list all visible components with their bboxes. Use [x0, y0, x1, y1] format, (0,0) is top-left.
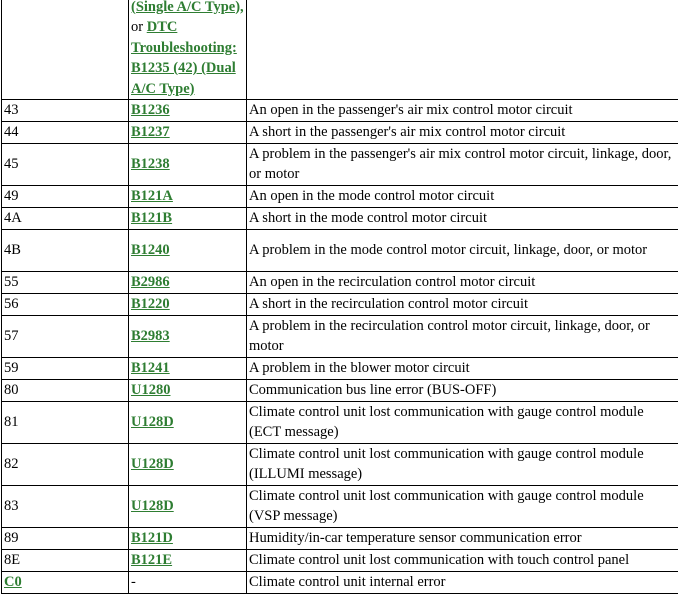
- dtc-cell: [129, 402, 247, 444]
- code-cell: 4A: [2, 208, 129, 230]
- description-cell: An open in the passenger's air mix control motor circuit: [247, 100, 678, 122]
- dtc-link[interactable]: U1280: [131, 381, 171, 398]
- dtc-link[interactable]: B1240: [131, 241, 170, 258]
- description-cell: A short in the passenger's air mix control motor circuit: [247, 122, 678, 144]
- code-cell: 56: [2, 294, 129, 316]
- description-cell: A problem in the passenger's air mix control motor circuit, linkage, door, or motor: [247, 144, 678, 186]
- code-cell: 81: [2, 402, 129, 444]
- dtc-link[interactable]: B1241: [131, 359, 170, 376]
- code-cell: [2, 572, 129, 594]
- table-row: [2, 122, 678, 144]
- description-cell: A problem in the mode control motor circuit, linkage, door, or motor: [247, 230, 678, 272]
- table-row: [2, 572, 678, 594]
- description-cell: Climate control unit lost communication with gauge control module (ECT message): [247, 402, 678, 444]
- header-code-cell: [2, 0, 129, 100]
- single-ac-type-link[interactable]: (Single A/C Type),: [131, 0, 244, 15]
- dtc-table: [1, 0, 678, 594]
- code-cell: 89: [2, 528, 129, 550]
- table-row: [2, 100, 678, 122]
- dual-ac-troubleshooting-link[interactable]: DTC Troubleshooting: B1235 (42) (Dual A/C Type): [131, 19, 237, 97]
- dtc-cell: [129, 294, 247, 316]
- code-cell: 8E: [2, 550, 129, 572]
- table-header-row: [2, 0, 678, 100]
- header-dtc-cell: [129, 0, 247, 100]
- table-row: [2, 144, 678, 186]
- dtc-cell: [129, 486, 247, 528]
- dtc-link[interactable]: U128D: [131, 497, 174, 514]
- table-row: [2, 294, 678, 316]
- dtc-cell: [129, 208, 247, 230]
- dtc-link[interactable]: U128D: [131, 413, 174, 430]
- description-cell: Climate control unit lost communication with gauge control module (VSP message): [247, 486, 678, 528]
- dtc-cell: [129, 122, 247, 144]
- table-row: [2, 528, 678, 550]
- table-row: [2, 358, 678, 380]
- description-cell: A short in the recirculation control motor circuit: [247, 294, 678, 316]
- code-cell: 44: [2, 122, 129, 144]
- dtc-cell: [129, 272, 247, 294]
- dtc-link[interactable]: B121D: [131, 529, 173, 546]
- dtc-link[interactable]: B2986: [131, 273, 170, 290]
- table-row: [2, 272, 678, 294]
- dtc-cell: [129, 316, 247, 358]
- code-cell: 82: [2, 444, 129, 486]
- dtc-cell: [129, 444, 247, 486]
- dtc-link[interactable]: B2983: [131, 327, 170, 344]
- table-row: [2, 186, 678, 208]
- dtc-link[interactable]: B1238: [131, 155, 170, 172]
- dtc-cell: [129, 550, 247, 572]
- dtc-link[interactable]: B121E: [131, 551, 173, 568]
- code-link[interactable]: C0: [4, 573, 22, 590]
- code-cell: 83: [2, 486, 129, 528]
- table-row: [2, 550, 678, 572]
- table-row: [2, 380, 678, 402]
- table-row: [2, 230, 678, 272]
- dtc-cell: [129, 186, 247, 208]
- description-cell: Climate control unit internal error: [247, 572, 678, 594]
- code-cell: 49: [2, 186, 129, 208]
- dtc-cell: [129, 230, 247, 272]
- code-cell: 55: [2, 272, 129, 294]
- table-row: [2, 208, 678, 230]
- dtc-link[interactable]: U128D: [131, 455, 174, 472]
- dtc-link[interactable]: B1220: [131, 295, 170, 312]
- dtc-cell: [129, 528, 247, 550]
- dtc-link[interactable]: B1236: [131, 101, 170, 118]
- table-row: [2, 316, 678, 358]
- description-cell: A problem in the blower motor circuit: [247, 358, 678, 380]
- dtc-link[interactable]: B121A: [131, 187, 173, 204]
- description-cell: Communication bus line error (BUS-OFF): [247, 380, 678, 402]
- dtc-cell: [129, 380, 247, 402]
- table-row: [2, 486, 678, 528]
- description-cell: Humidity/in-car temperature sensor communication error: [247, 528, 678, 550]
- description-cell: A short in the mode control motor circuit: [247, 208, 678, 230]
- code-cell: 4B: [2, 230, 129, 272]
- description-cell: An open in the mode control motor circuit: [247, 186, 678, 208]
- header-connector-text: or: [131, 19, 147, 35]
- dtc-link[interactable]: B121B: [131, 209, 173, 226]
- description-cell: Climate control unit lost communication with touch control panel: [247, 550, 678, 572]
- code-cell: 43: [2, 100, 129, 122]
- dtc-cell: [129, 358, 247, 380]
- header-description-cell: [247, 0, 678, 100]
- dtc-cell: -: [129, 572, 247, 594]
- table-row: [2, 402, 678, 444]
- description-cell: An open in the recirculation control motor circuit: [247, 272, 678, 294]
- dtc-cell: [129, 100, 247, 122]
- description-cell: Climate control unit lost communication with gauge control module (ILLUMI message): [247, 444, 678, 486]
- description-cell: A problem in the recirculation control motor circuit, linkage, door, or motor: [247, 316, 678, 358]
- code-cell: 45: [2, 144, 129, 186]
- dtc-link[interactable]: B1237: [131, 123, 170, 140]
- table-row: [2, 444, 678, 486]
- code-cell: 80: [2, 380, 129, 402]
- dtc-cell: [129, 144, 247, 186]
- code-cell: 57: [2, 316, 129, 358]
- code-cell: 59: [2, 358, 129, 380]
